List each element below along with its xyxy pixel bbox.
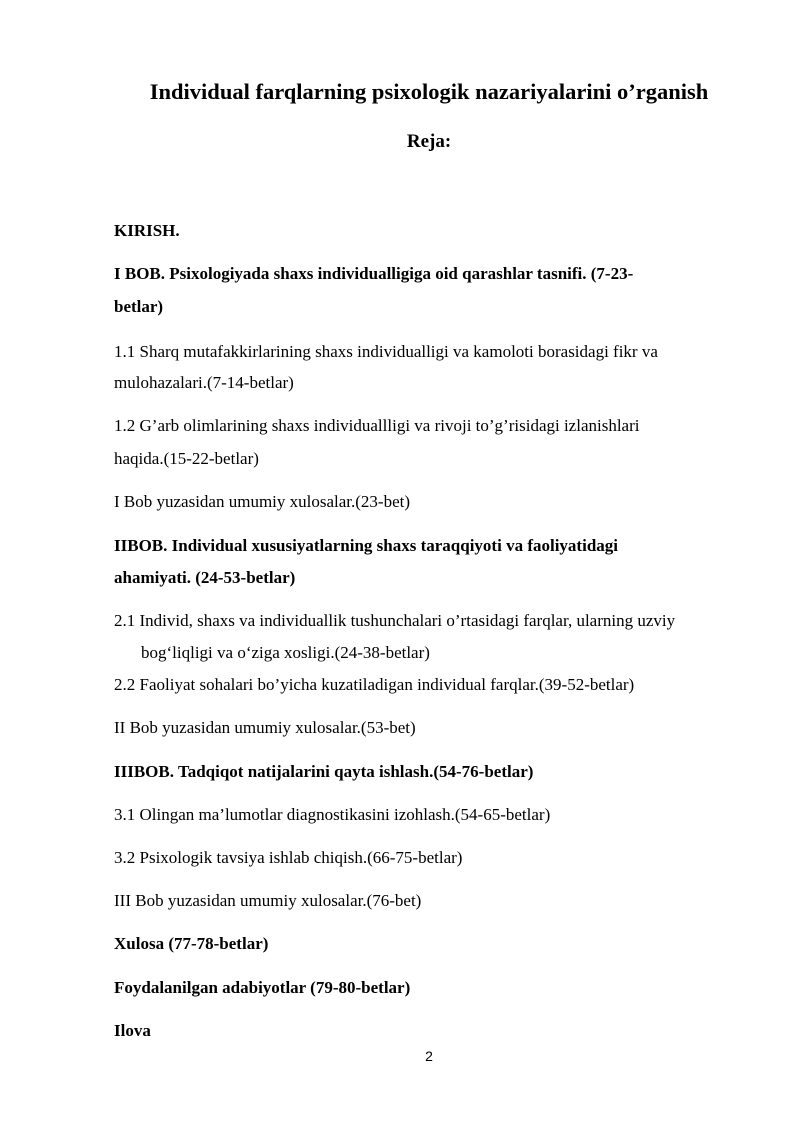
page-number: 2 [425,1048,433,1064]
toc-entry-conclusion: Xulosa (77-78-betlar) [114,934,269,953]
plan-heading: Reja: [406,131,452,152]
toc-entry-introduction: KIRISH. [114,221,180,240]
toc-entry-section-2-2: 2.2 Faoliyat sohalari bo’yicha kuzatiladigan individual farqlar.(39-52-betlar) [114,675,635,694]
toc-entry-section-3-2: 3.2 Psixologik tavsiya ishlab chiqish.(66-75-betlar) [114,848,463,867]
toc-entry-section-1-2: 1.2 G’arb olimlarining shaxs individuallligi va rivoji to’g’risidagi izlanishlari [114,416,640,435]
toc-entry-chapter-1-conclusions: I Bob yuzasidan umumiy xulosalar.(23-bet) [114,492,411,511]
toc-entry-section-1-2-continued: haqida.(15-22-betlar) [114,449,259,468]
toc-entry-chapter-3-conclusions: III Bob yuzasidan umumiy xulosalar.(76-bet) [114,891,422,910]
toc-entry-chapter-2: IIBOB. Individual xususiyatlarning shaxs taraqqiyoti va faoliyatidagi [114,536,618,555]
toc-entry-section-1-1-continued: mulohazalari.(7-14-betlar) [114,373,294,392]
toc-entry-chapter-1-continued: betlar) [114,297,164,316]
toc-entry-chapter-3: IIIBOB. Tadqiqot natijalarini qayta ishlash.(54-76-betlar) [114,762,534,781]
document-title: Individual farqlarning psixologik nazariyalarini o’rganish [149,79,709,104]
toc-entry-section-2-1-continued: bog‘liqligi va o‘ziga xosligi.(24-38-betlar) [141,643,430,662]
toc-entry-appendix: Ilova [114,1021,151,1040]
toc-entry-chapter-2-continued: ahamiyati. (24-53-betlar) [114,568,296,587]
toc-entry-section-1-1: 1.1 Sharq mutafakkirlarining shaxs individualligi va kamoloti borasidagi fikr va [114,342,658,361]
toc-entry-chapter-2-conclusions: II Bob yuzasidan umumiy xulosalar.(53-bet) [114,718,416,737]
toc-entry-bibliography: Foydalanilgan adabiyotlar (79-80-betlar) [114,978,411,997]
toc-entry-chapter-1: I BOB. Psixologiyada shaxs individualligiga oid qarashlar tasnifi. (7-23- [114,264,634,283]
toc-entry-section-3-1: 3.1 Olingan ma’lumotlar diagnostikasini izohlash.(54-65-betlar) [114,805,551,824]
toc-entry-section-2-1: 2.1 Individ, shaxs va individuallik tushunchalari o’rtasidagi farqlar, ularning uzviy [114,611,676,630]
